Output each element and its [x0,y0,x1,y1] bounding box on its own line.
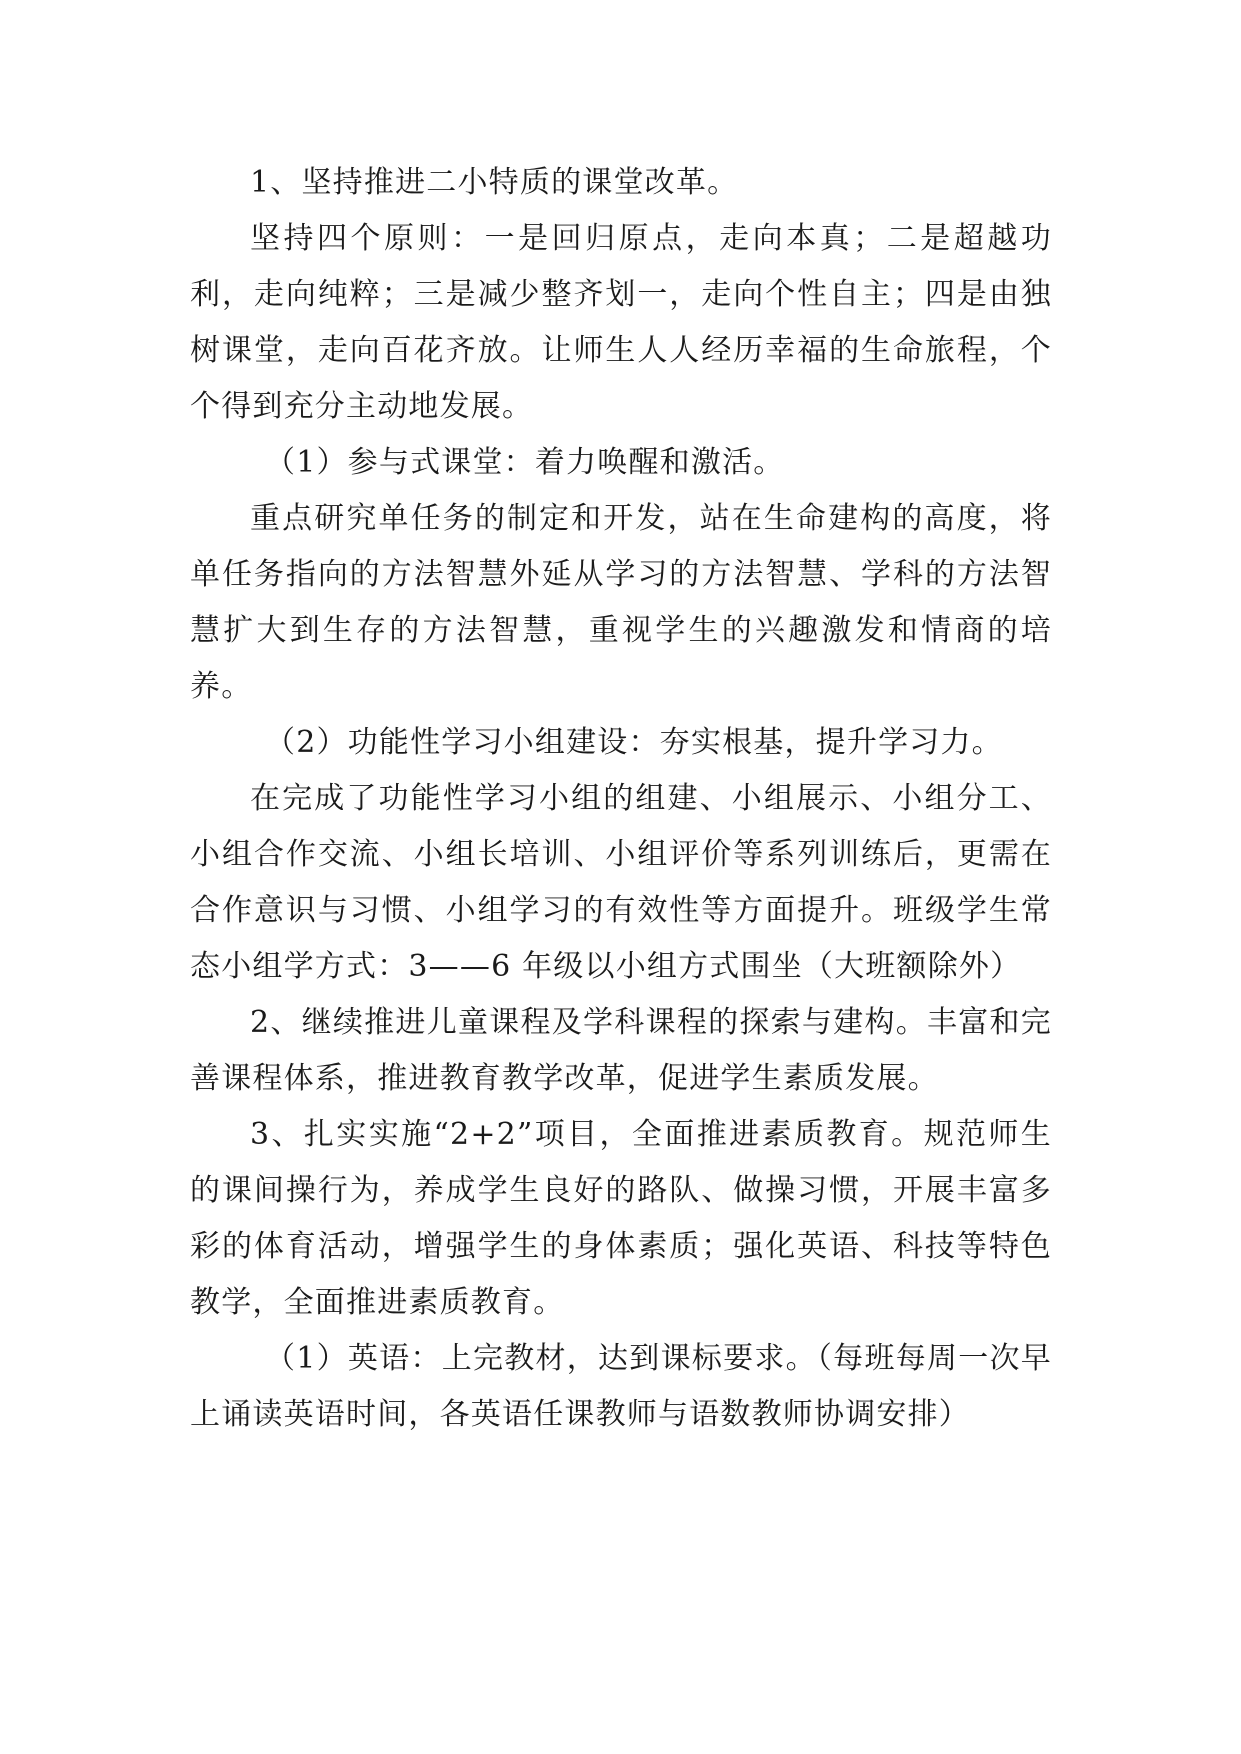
section-heading-3: 3、扎实实施“2+2”项目，全面推进素质教育。规范师生的课间操行为，养成学生良好的路队、做操习惯，开展丰富多彩的体育活动，增强学生的身体素质；强化英语、科技等特色教学，全面推进素质教育。 [190,1117,1052,1320]
section-heading-2: 2、继续推进儿童课程及学科课程的探索与建构。丰富和完善课程体系，推进教育教学改革，促进学生素质发展。 [190,1005,1052,1096]
subheading-participatory-classroom: （1）参与式课堂：着力唤醒和激活。 [265,445,785,480]
principles-paragraph: 坚持四个原则：一是回归原点，走向本真；二是超越功利，走向纯粹；三是减少整齐划一，走向个性自主；四是由独树课堂，走向百花齐放。让师生人人经历幸福的生命旅程，个个得到充分主动地发展。 [190,221,1052,424]
document-page [190,155,1052,1443]
study-groups-paragraph: 在完成了功能性学习小组的组建、小组展示、小组分工、小组合作交流、小组长培训、小组评价等系列训练后，更需在合作意识与习惯、小组学习的有效性等方面提升。班级学生常态小组学方式：3——6 年级以小组方式围坐（大班额除外） [190,781,1052,984]
subheading-english: （1）英语：上完教材，达到课标要求。（每班每周一次早上诵读英语时间，各英语任课教师与语数教师协调安排） [190,1341,1052,1432]
section-heading-1: 1、坚持推进二小特质的课堂改革。 [250,165,739,200]
subheading-study-groups: （2）功能性学习小组建设：夯实根基，提升学习力。 [265,725,1003,760]
single-task-paragraph: 重点研究单任务的制定和开发，站在生命建构的高度，将单任务指向的方法智慧外延从学习的方法智慧、学科的方法智慧扩大到生存的方法智慧，重视学生的兴趣激发和情商的培养。 [190,501,1052,704]
